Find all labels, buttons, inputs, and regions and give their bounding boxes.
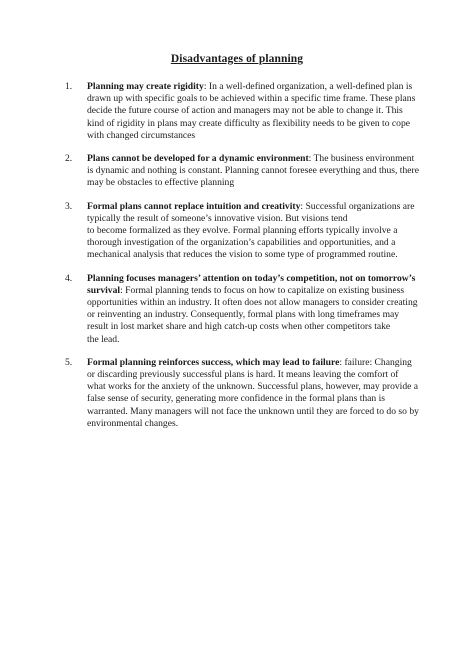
item-line: false sense of security, generating more confidence in the formal plans than is bbox=[87, 393, 386, 405]
item-line: what works for the anxiety of the unknown. Successful plans, however, may provide a bbox=[87, 381, 419, 393]
item-line: warranted. Many managers will not face the unknown until they are forced to do so by bbox=[87, 405, 419, 417]
item-first-line bbox=[87, 81, 425, 93]
item-line: the lead. bbox=[87, 333, 120, 345]
item-line: or discarding previously successful plans is hard. It means leaving the comfort of bbox=[87, 369, 399, 381]
item-line: drawn up with specific goals to be achieved within a specific time frame. These plans bbox=[87, 93, 416, 105]
item-number: 5. bbox=[65, 356, 73, 368]
item-heading: Formal plans cannot replace intuition and creativity bbox=[87, 200, 301, 212]
list-item bbox=[65, 357, 425, 430]
item-text: : failure: Changing bbox=[339, 356, 412, 368]
item-text: : Formal planning tends to focus on how to capitalize on existing business bbox=[120, 284, 405, 296]
item-heading: Planning may create rigidity bbox=[87, 81, 204, 92]
item-text: : In a well-defined organization, a well-defined plan is bbox=[203, 81, 413, 92]
item-first-line bbox=[87, 153, 425, 165]
item-second-line bbox=[87, 285, 425, 297]
item-line: opportunities within an industry. It often does not allow managers to consider creating bbox=[87, 297, 418, 309]
item-heading: Planning focuses managers’ attention on today’s competition, not on tomorrow’s bbox=[87, 272, 416, 284]
item-number: 4. bbox=[65, 272, 73, 284]
item-heading: Formal planning reinforces success, which may lead to failure bbox=[87, 356, 340, 368]
item-line: to become formalized as they evolve. Formal planning efforts typically involve a bbox=[87, 225, 398, 237]
disadvantages-list bbox=[65, 81, 425, 441]
item-line: thorough investigation of the organization’s capabilities and opportunities, and a bbox=[87, 237, 396, 249]
item-line: kind of rigidity in plans may create difficulty as flexibility needs to be given to cope bbox=[87, 117, 410, 129]
item-number: 1. bbox=[65, 81, 73, 92]
list-item bbox=[65, 153, 425, 190]
list-item bbox=[65, 81, 425, 142]
item-line: is dynamic and nothing is constant. Planning cannot foresee everything and thus, there bbox=[87, 165, 419, 177]
item-line: may be obstacles to effective planning bbox=[87, 177, 235, 189]
item-heading-continued: survival bbox=[87, 284, 121, 296]
item-first-line bbox=[87, 273, 425, 285]
item-text: : The business environment bbox=[308, 153, 415, 165]
item-number: 3. bbox=[65, 200, 73, 212]
item-line: environmental changes. bbox=[87, 417, 179, 429]
item-line: with changed circumstances bbox=[87, 129, 196, 141]
item-line: typically the result of someone’s innovative vision. But visions tend bbox=[87, 212, 348, 224]
item-heading: Plans cannot be developed for a dynamic environment bbox=[87, 153, 309, 165]
document-title: Disadvantages of planning bbox=[170, 53, 304, 65]
item-line: decide the future course of action and managers may not be able to change it. This bbox=[87, 105, 403, 117]
item-line: or reinventing an industry. Consequently, formal plans with long timeframes may bbox=[87, 309, 400, 321]
item-text: : Successful organizations are bbox=[300, 200, 415, 212]
list-item bbox=[65, 273, 425, 346]
item-first-line bbox=[87, 357, 425, 369]
item-first-line bbox=[87, 201, 425, 213]
item-number: 2. bbox=[65, 153, 73, 165]
item-line: result in lost market share and high catch-up costs when other competitors take bbox=[87, 321, 391, 333]
list-item bbox=[65, 201, 425, 262]
item-line: mechanical analysis that reduces the vision to some type of programmed routine. bbox=[87, 249, 398, 261]
